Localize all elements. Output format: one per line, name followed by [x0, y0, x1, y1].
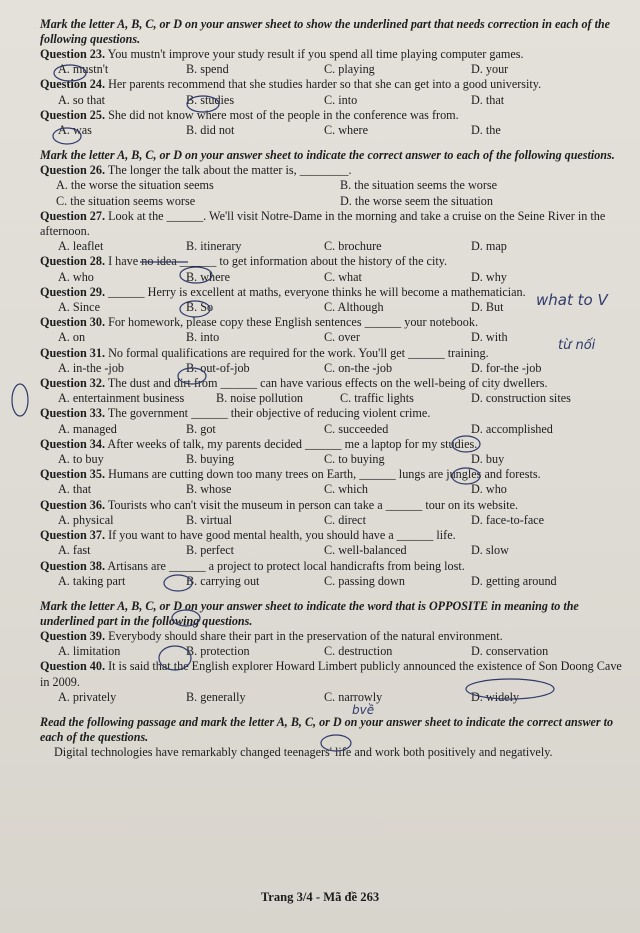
handwriting-note-2: từ nối: [558, 338, 596, 353]
option-b[interactable]: B. virtual: [186, 512, 233, 527]
option-d[interactable]: D. for-the -job: [471, 360, 542, 375]
question-text: After weeks of talk, my parents decided ______ me a laptop for my studies.: [107, 436, 478, 451]
options-26-row-1: [56, 178, 630, 193]
question-label: Question 29.: [40, 284, 106, 299]
option-b[interactable]: B. So: [186, 300, 214, 315]
question-26: [40, 163, 622, 178]
option-d[interactable]: D. why: [471, 269, 507, 284]
question-37: [40, 528, 622, 543]
option-d[interactable]: D. conservation: [471, 644, 549, 659]
option-c[interactable]: C. playing: [324, 62, 375, 77]
option-d[interactable]: D. your: [471, 62, 509, 77]
option-d[interactable]: D. the worse seem the situation: [340, 193, 493, 208]
option-c[interactable]: C. which: [324, 482, 369, 497]
handwriting-note-1: what to V: [536, 291, 608, 309]
options-28: [58, 270, 630, 285]
option-d[interactable]: D. buy: [471, 452, 505, 467]
option-a[interactable]: A. fast: [58, 543, 91, 558]
option-b[interactable]: B. did not: [186, 123, 235, 138]
option-d[interactable]: D. accomplished: [471, 421, 553, 436]
option-d[interactable]: D. construction sites: [471, 391, 571, 406]
question-text: You mustn't improve your study result if you spend all time playing computer games.: [107, 47, 524, 61]
question-28: [40, 254, 622, 269]
option-d[interactable]: D. But: [471, 300, 504, 315]
question-label: Question 34.: [40, 436, 106, 451]
option-c[interactable]: C. narrowly: [324, 689, 383, 704]
question-text: She did not know where most of the people in the conference was from.: [108, 107, 459, 122]
question-label: Question 28.: [40, 254, 106, 269]
question-label: Question 25.: [40, 107, 106, 122]
option-a[interactable]: A. leaflet: [58, 239, 104, 254]
option-b[interactable]: B. noise pollution: [216, 391, 304, 406]
option-a[interactable]: A. privately: [58, 689, 117, 704]
option-a[interactable]: A. so that: [58, 92, 106, 107]
question-text: For homework, please copy these English sentences ______ your notebook.: [108, 315, 479, 330]
passage-text: Digital technologies have remarkably changed teenagers' life and work both positively and negatively.: [54, 744, 553, 759]
option-b[interactable]: B. carrying out: [186, 573, 260, 588]
option-b[interactable]: B. where: [186, 269, 230, 284]
option-d[interactable]: D. slow: [471, 543, 509, 558]
option-d[interactable]: D. widely: [471, 689, 520, 704]
section-4-instruction: Read the following passage and mark the letter A, B, C, or D on your answer sheet to indicate the correct answer to each of the questions.: [40, 714, 614, 744]
question-label: Question 31.: [40, 345, 106, 360]
option-b[interactable]: B. perfect: [186, 543, 235, 558]
options-38: [58, 574, 630, 589]
option-a[interactable]: A. the worse the situation seems: [56, 178, 214, 193]
question-text: If you want to have good mental health, you should have a ______ life.: [108, 528, 456, 543]
options-25: [58, 123, 630, 138]
option-a[interactable]: A. mustn't: [58, 62, 109, 77]
question-25: [40, 108, 622, 123]
question-23: [40, 47, 622, 62]
question-33: [40, 406, 622, 421]
options-35: [58, 482, 630, 497]
question-text: I have no idea ______ to get information about the history of the city.: [108, 254, 448, 269]
options-37: [58, 543, 630, 558]
options-26-row-2: [56, 194, 630, 209]
option-c[interactable]: C. traffic lights: [340, 391, 414, 406]
option-b[interactable]: B. protection: [186, 644, 250, 659]
option-c[interactable]: C. into: [324, 92, 358, 107]
options-23: [58, 62, 630, 77]
option-c[interactable]: C. brochure: [324, 239, 382, 254]
option-c[interactable]: C. on-the -job: [324, 360, 393, 375]
option-a[interactable]: A. managed: [58, 421, 117, 436]
question-text: It is said that the English explorer Howard Limbert publicly announced the existence of Son Doong Cave in 2009.: [40, 659, 622, 689]
option-a[interactable]: A. on: [58, 330, 86, 345]
question-label: Question 27.: [40, 208, 106, 223]
option-d[interactable]: D. who: [471, 482, 507, 497]
question-label: Question 24.: [40, 77, 106, 92]
option-c[interactable]: C. Although: [324, 300, 384, 315]
question-label: Question 40.: [40, 659, 106, 674]
passage-first-line: [40, 745, 620, 760]
option-d[interactable]: D. map: [471, 239, 507, 254]
option-b[interactable]: B. spend: [186, 62, 229, 77]
option-c[interactable]: C. over: [324, 330, 360, 345]
question-text: The dust and dirt from ______ can have various effects on the well-being of city dwellers.: [107, 376, 548, 391]
section-2-instruction: Mark the letter A, B, C, or D on your answer sheet to indicate the correct answer to each of the following questions.: [40, 148, 615, 163]
question-27: [40, 209, 622, 239]
options-40: [58, 690, 630, 705]
option-b[interactable]: B. generally: [186, 689, 246, 704]
option-c[interactable]: C. succeeded: [324, 421, 389, 436]
option-b[interactable]: B. into: [186, 330, 220, 345]
question-label: Question 36.: [40, 497, 106, 512]
options-32: [58, 391, 630, 406]
question-32: [40, 376, 622, 391]
question-40: [40, 659, 622, 689]
option-b[interactable]: B. got: [186, 421, 216, 436]
question-text: ______ Herry is excellent at maths, everyone thinks he will become a mathematician.: [108, 284, 526, 299]
options-36: [58, 513, 630, 528]
question-text: Everybody should share their part in the preservation of the natural environment.: [108, 628, 503, 643]
option-a[interactable]: A. in-the -job: [58, 360, 125, 375]
option-c[interactable]: C. direct: [324, 512, 366, 527]
options-30: [58, 330, 630, 345]
option-d[interactable]: D. face-to-face: [471, 512, 545, 527]
question-text: Her parents recommend that she studies harder so that she can get into a good university.: [108, 77, 542, 92]
question-label: Question 33.: [40, 406, 106, 421]
option-d[interactable]: D. the: [471, 123, 501, 138]
question-label: Question 37.: [40, 528, 106, 543]
question-text: Look at the ______. We'll visit Notre-Dame in the morning and take a cruise on the Seine River in the afternoon.: [40, 208, 606, 239]
question-29: [40, 285, 622, 300]
option-d[interactable]: D. getting around: [471, 573, 557, 588]
option-a[interactable]: A. limitation: [58, 644, 121, 659]
question-35: [40, 467, 622, 482]
question-36: [40, 498, 622, 513]
question-text: Artisans are ______ a project to protect local handicrafts from being lost.: [107, 558, 465, 573]
question-31: [40, 346, 622, 361]
section-3-instruction: Mark the letter A, B, C, or D on your answer sheet to indicate the word that is OPPOSITE in meaning to the underlined part in the following questions.: [40, 598, 579, 628]
option-a[interactable]: A. to buy: [58, 452, 104, 467]
option-a[interactable]: A. physical: [58, 512, 114, 527]
handwriting-note-3: bvề: [352, 703, 375, 717]
question-text: Tourists who can't visit the museum in person can take a ______ tour on its website.: [107, 497, 519, 512]
question-label: Question 23.: [40, 47, 106, 61]
options-31: [58, 361, 630, 376]
option-a[interactable]: A. Since: [58, 300, 100, 315]
question-39: [40, 629, 622, 644]
question-text: Humans are cutting down too many trees on Earth, ______ lungs are jungles and forests.: [108, 467, 541, 482]
page-footer: Trang 3/4 - Mã đề 263: [260, 890, 380, 904]
option-b[interactable]: B. whose: [186, 482, 232, 497]
question-label: Question 26.: [40, 163, 106, 178]
options-34: [58, 452, 630, 467]
option-d[interactable]: D. that: [471, 92, 505, 107]
option-c[interactable]: C. what: [324, 269, 362, 284]
options-33: [58, 422, 630, 437]
question-label: Question 38.: [40, 558, 106, 573]
question-label: Question 35.: [40, 467, 106, 482]
option-c[interactable]: C. the situation seems worse: [56, 193, 196, 208]
question-text: The longer the talk about the matter is, ________.: [107, 163, 352, 178]
option-a[interactable]: A. entertainment business: [58, 391, 185, 406]
question-text: No formal qualifications are required for the work. You'll get ______ training.: [108, 345, 489, 360]
question-label: Question 30.: [40, 315, 106, 330]
question-30: [40, 315, 622, 330]
option-a[interactable]: A. taking part: [58, 573, 126, 588]
option-c[interactable]: C. to buying: [324, 452, 385, 467]
option-b[interactable]: B. buying: [186, 452, 235, 467]
question-label: Question 32.: [40, 376, 106, 391]
option-d[interactable]: D. with: [471, 330, 508, 345]
question-34: [40, 437, 622, 452]
option-c[interactable]: C. destruction: [324, 644, 393, 659]
question-24: [40, 77, 622, 92]
option-c[interactable]: C. well-balanced: [324, 543, 407, 558]
option-b[interactable]: B. the situation seems the worse: [340, 178, 498, 193]
question-text: The government ______ their objective of reducing violent crime.: [107, 406, 431, 421]
option-c[interactable]: C. where: [324, 123, 368, 138]
question-label: Question 39.: [40, 628, 106, 643]
option-a[interactable]: A. was: [58, 123, 92, 138]
options-27: [58, 239, 630, 254]
question-38: [40, 559, 622, 574]
option-b[interactable]: B. itinerary: [186, 239, 242, 254]
options-39: [58, 644, 630, 659]
section-1-instruction: Mark the letter A, B, C, or D on your answer sheet to show the underlined part that needs correction in each of the following questions.: [40, 17, 611, 46]
option-b[interactable]: B. out-of-job: [186, 360, 250, 375]
option-b[interactable]: B. studies: [186, 92, 235, 107]
option-a[interactable]: A. who: [58, 269, 94, 284]
option-a[interactable]: A. that: [58, 482, 92, 497]
options-24: [58, 93, 630, 108]
option-c[interactable]: C. passing down: [324, 573, 405, 588]
